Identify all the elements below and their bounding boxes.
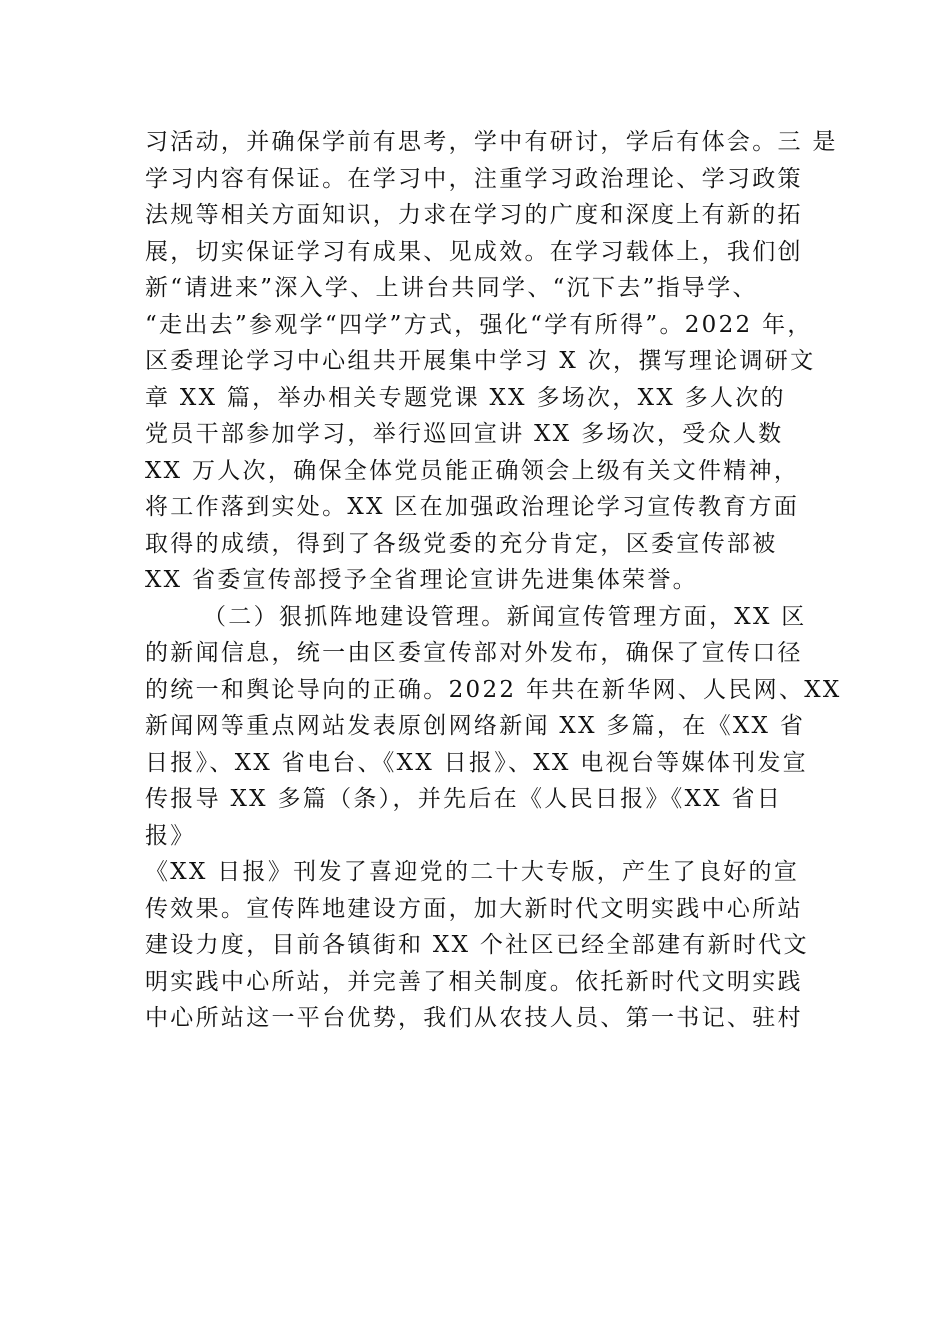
text-line: 区委理论学习中心组共开展集中学习 X 次，撰写理论调研文 <box>145 348 816 374</box>
text-line: 的新闻信息，统一由区委宣传部对外发布，确保了宣传口径 <box>145 640 803 666</box>
text-line: 习活动，并确保学前有思考，学中有研讨，学后有体会。三 是 <box>145 129 838 155</box>
text-line: 的统一和舆论导向的正确。2022 年共在新华网、人民网、XX <box>145 676 842 703</box>
text-line: 法规等相关方面知识，力求在学习的广度和深度上有新的拓 <box>145 202 803 228</box>
text-line: 取得的成绩，得到了各级党委的充分肯定，区委宣传部被 <box>145 530 778 557</box>
section-heading-line: （二）狠抓阵地建设管理。新闻宣传管理方面，XX 区 <box>203 603 807 630</box>
text-line: XX 省委宣传部授予全省理论宣讲先进集体荣誉。 <box>145 567 698 593</box>
body-text <box>145 124 842 1037</box>
text-line: 日报》、XX 省电台、《XX 日报》、XX 电视台等媒体刊发宣 <box>145 749 808 776</box>
text-line: 明实践中心所站，并完善了相关制度。依托新时代文明实践 <box>145 968 803 995</box>
text-line: 《XX 日报》刊发了喜迎党的二十大专版，产生了良好的宣 <box>145 859 800 885</box>
text-line: 展，切实保证学习有成果、见成效。在学习载体上，我们创 <box>145 238 803 265</box>
text-line: 新闻网等重点网站发表原创网络新闻 XX 多篇，在《XX 省 <box>145 713 806 739</box>
text-line: 将工作落到实处。XX 区在加强政治理论学习宣传教育方面 <box>145 494 800 520</box>
text-line: 报》 <box>145 822 196 849</box>
text-line: 传报导 XX 多篇（条），并先后在《人民日报》《XX 省日 <box>145 786 783 812</box>
text-line: 传效果。宣传阵地建设方面，加大新时代文明实践中心所站 <box>145 895 803 922</box>
text-line: XX 万人次，确保全体党员能正确领会上级有关文件精神， <box>145 457 800 484</box>
text-line: 新“请进来”深入学、上讲台共同学、“沉下去”指导学、 <box>145 275 758 301</box>
text-line: 建设力度，目前各镇街和 XX 个社区已经全部建有新时代文 <box>145 932 809 958</box>
text-line: 章 XX 篇，举办相关专题党课 XX 多场次，XX 多人次的 <box>145 384 786 411</box>
text-line: 学习内容有保证。在学习中，注重学习政治理论、学习政策 <box>145 165 803 192</box>
text-line: 中心所站这一平台优势，我们从农技人员、第一书记、驻村 <box>145 1005 803 1031</box>
text-line: 党员干部参加学习，举行巡回宣讲 XX 多场次，受众人数 <box>145 421 784 447</box>
text-line: “走出去”参观学“四学”方式，强化“学有所得”。2022 年， <box>145 311 813 338</box>
